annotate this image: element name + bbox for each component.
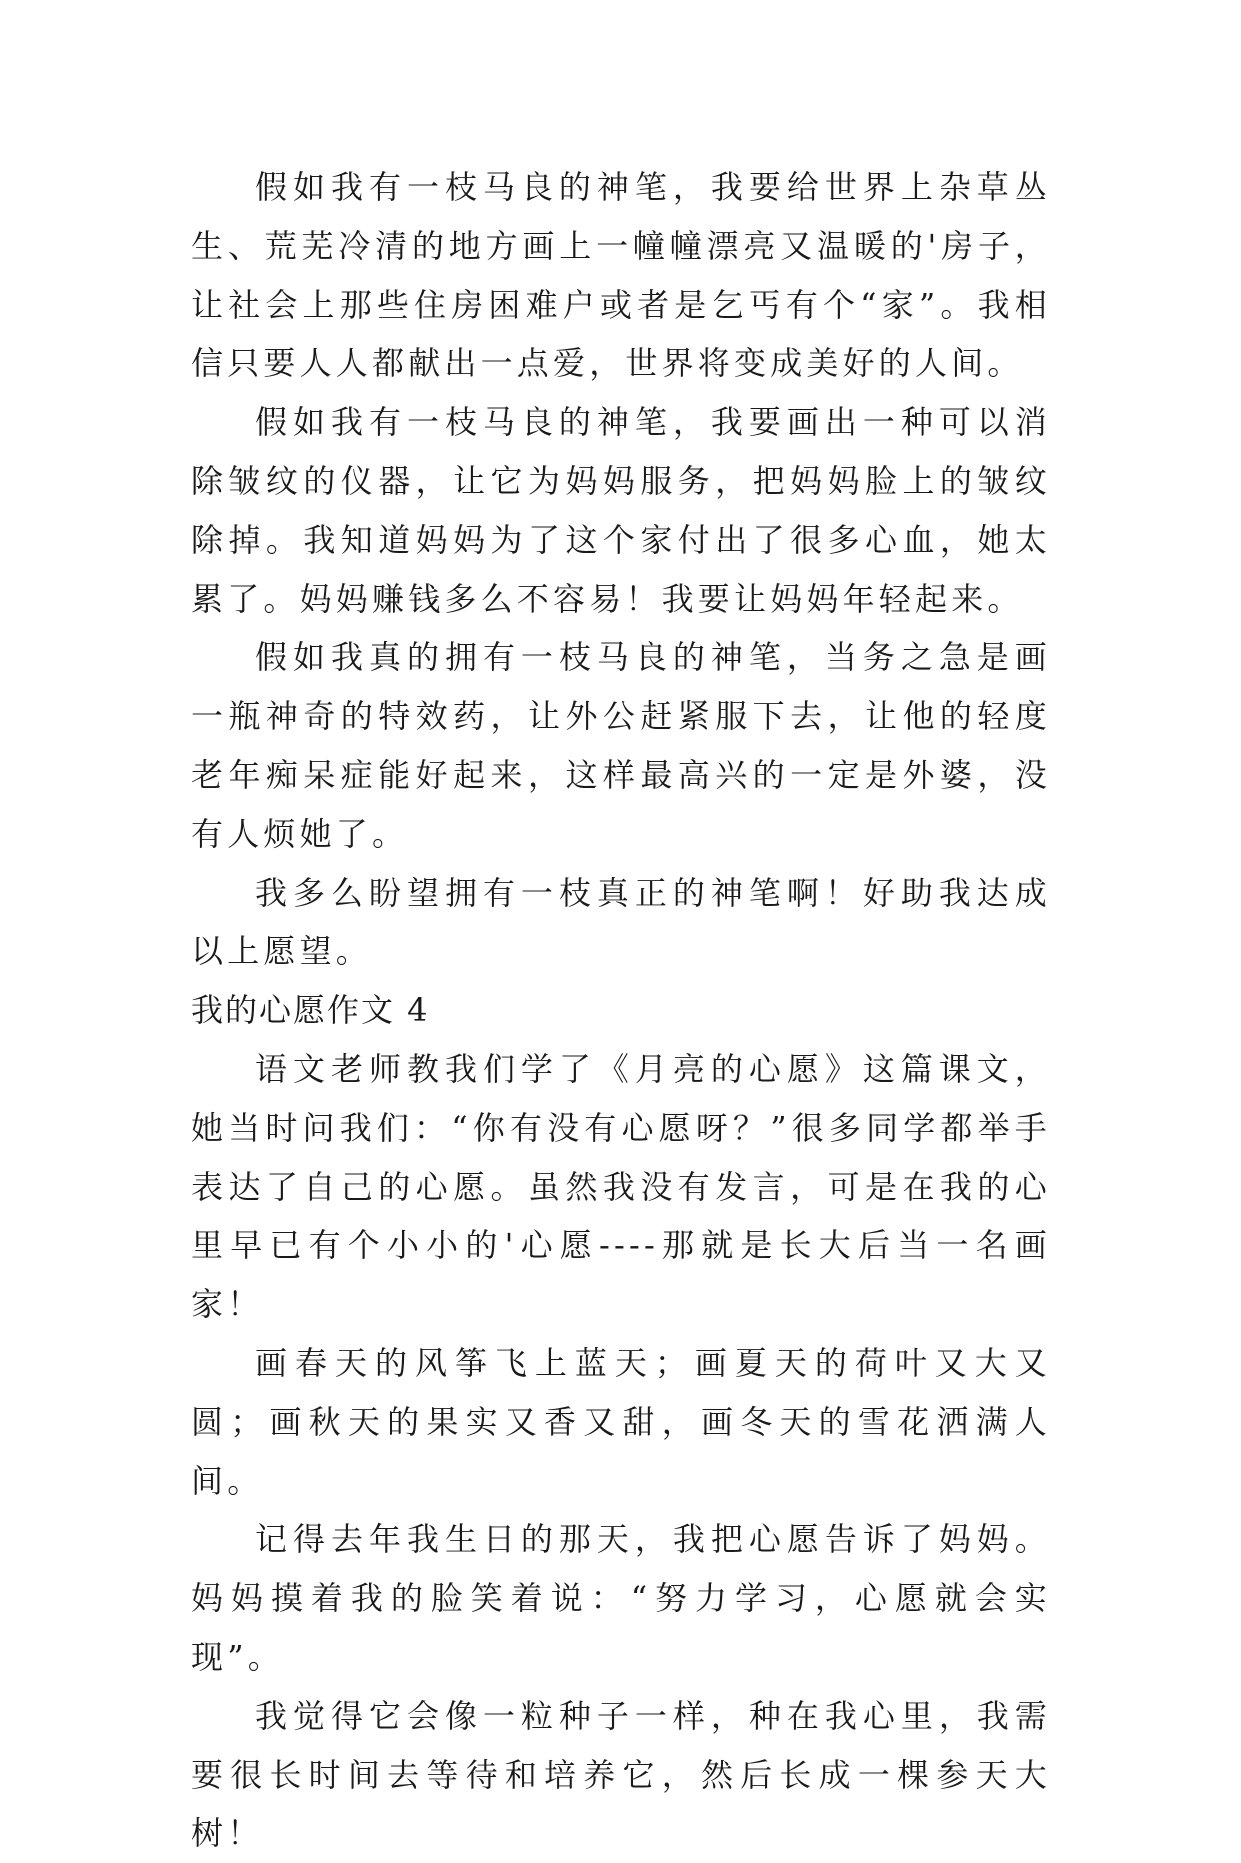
paragraph: 假如我有一枝马良的神笔，我要给世界上杂草丛生、荒芜冷清的地方画上一幢幢漂亮又温暖的'房子，让社会上那些住房困难户或者是乞丐有个“家”。我相信只要人人都献出一点爱，世界将变成美好的人间。 — [191, 168, 1051, 383]
paragraph: 语文老师教我们学了《月亮的心愿》这篇课文，她当时问我们：“你有没有心愿呀？”很多同学都举手表达了自己的心愿。虽然我没有发言，可是在我的心里早已有个小小的'心愿----那就是长大后当一名画家！ — [191, 1049, 1051, 1324]
document-body — [191, 158, 1051, 1863]
paragraph: 假如我真的拥有一枝马良的神笔，当务之急是画一瓶神奇的特效药，让外公赶紧服下去，让他的轻度老年痴呆症能好起来，这样最高兴的一定是外婆，没有人烦她了。 — [191, 638, 1051, 853]
paragraph: 我觉得它会像一粒种子一样，种在我心里，我需要很长时间去等待和培养它，然后长成一棵参天大树！ — [191, 1696, 1051, 1853]
paragraph: 画春天的风筝飞上蓝天；画夏天的荷叶又大又圆；画秋天的果实又香又甜，画冬天的雪花洒满人间。 — [191, 1343, 1051, 1500]
paragraph: 我多么盼望拥有一枝真正的神笔啊！好助我达成以上愿望。 — [191, 873, 1051, 971]
section-heading: 我的心愿作文 4 — [191, 991, 430, 1030]
paragraph: 记得去年我生日的那天，我把心愿告诉了妈妈。妈妈摸着我的脸笑着说：“努力学习，心愿就会实现”。 — [191, 1520, 1051, 1676]
paragraph: 假如我有一枝马良的神笔，我要画出一种可以消除皱纹的仪器，让它为妈妈服务，把妈妈脸上的皱纹除掉。我知道妈妈为了这个家付出了很多心血，她太累了。妈妈赚钱多么不容易！我要让妈妈年轻起来。 — [191, 403, 1051, 618]
